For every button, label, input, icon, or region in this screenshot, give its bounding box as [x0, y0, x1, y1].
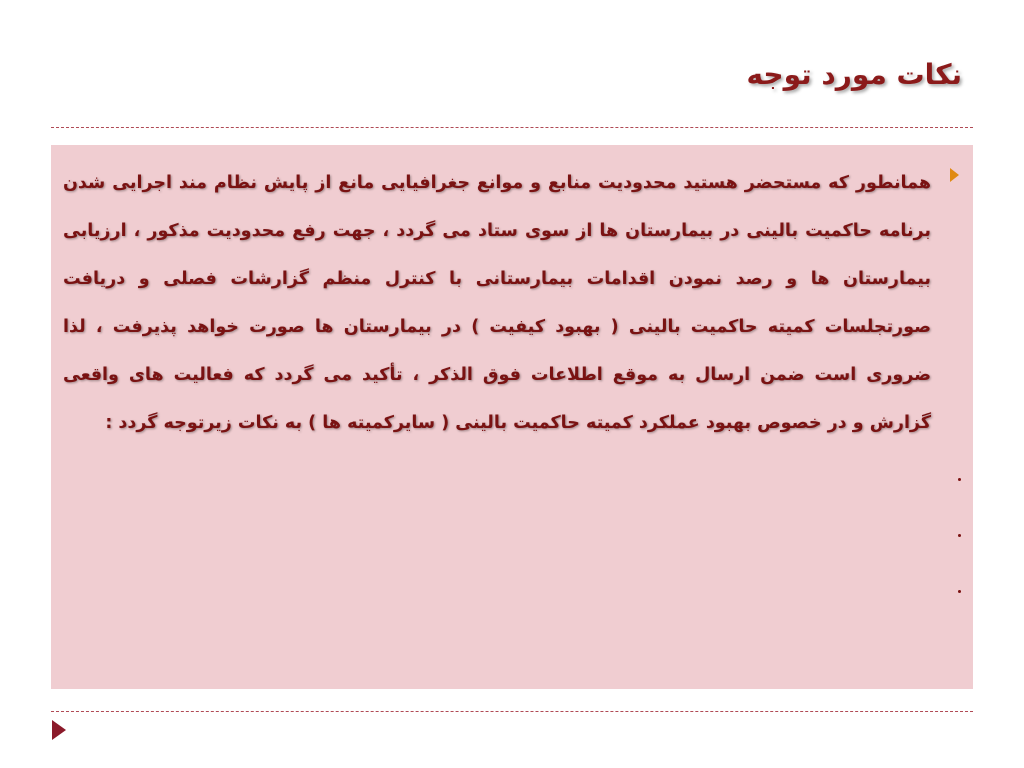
bullet-arrow-icon: [950, 168, 959, 182]
empty-bullet-2: [958, 534, 961, 537]
bottom-divider: [51, 711, 973, 712]
next-slide-arrow-icon[interactable]: [52, 720, 66, 740]
empty-bullet-3: [958, 590, 961, 593]
body-paragraph: همانطور که مستحضر هستید محدودیت منابع و موانع جغرافیایی مانع از پایش نظام مند اجرایی شدن برنامه حاکمیت بالینی در بیمارستان ها از سوی ستاد می گردد ، جهت رفع محدودیت مذکور ، ارزیابی بیمارستان ها و رصد نمودن اقدامات بیمارستانی با کنترل منظم گزارشات فصلی و دریافت صورتجلسات کمیته حاکمیت بالینی ( بهبود کیفیت ) در بیمارستان ها صورت خواهد پذیرفت ، لذا ضروری است ضمن ارسال به موقع اطلاعات فوق الذکر ، تأکید می گردد که فعالیت های واقعی گزارش و در خصوص بهبود عملکرد کمیته حاکمیت بالینی ( سایرکمیته ها ) به نکات زیرتوجه گردد :: [63, 173, 931, 433]
slide-title: نکات مورد توجه: [746, 58, 962, 91]
content-box: [51, 145, 973, 689]
empty-bullet-1: [958, 478, 961, 481]
top-divider: [51, 127, 973, 128]
